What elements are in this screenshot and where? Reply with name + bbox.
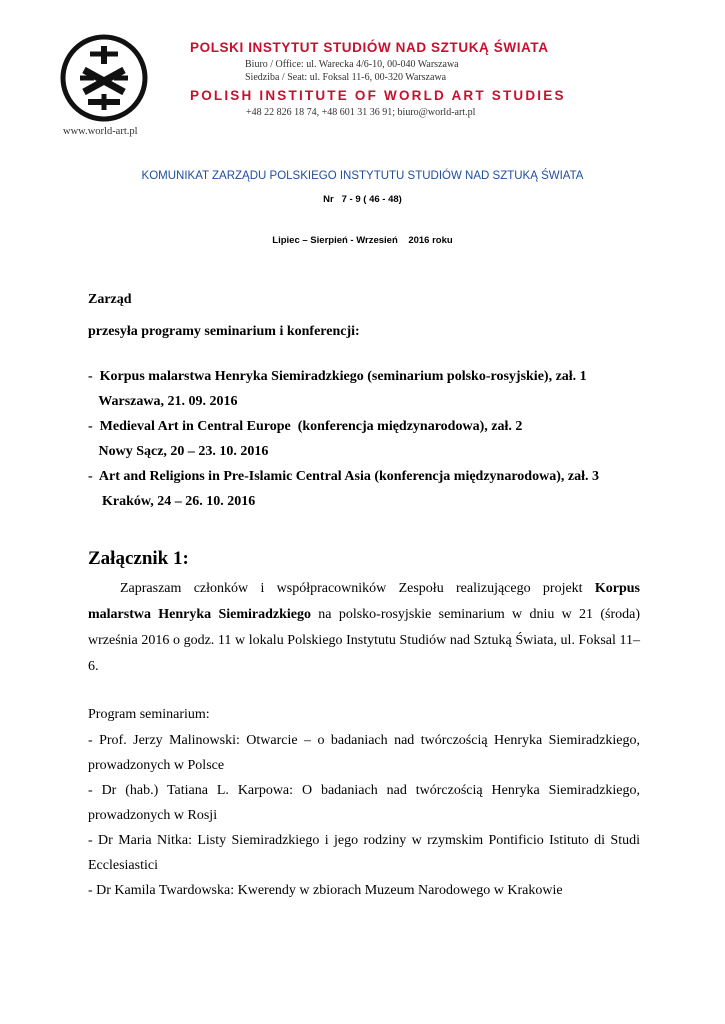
issue-number: Nr 7 - 9 ( 46 - 48): [323, 194, 402, 205]
intro-text: przesyła programy seminarium i konferencji:: [88, 324, 360, 339]
annex-title: Załącznik 1:: [88, 548, 189, 569]
org-name-pl: POLSKI INSTYTUT STUDIÓW NAD SZTUKĄ ŚWIATA: [190, 40, 549, 55]
office-address: Biuro / Office: ul. Warecka 4/6-10, 00-040 Warszawa: [245, 59, 459, 70]
annex-paragraph: [88, 576, 640, 680]
issue-period: Lipiec – Sierpień - Wrzesień 2016 roku: [272, 235, 453, 246]
document-body: [88, 288, 640, 903]
communique-title: KOMUNIKAT ZARZĄDU POLSKIEGO INSTYTUTU STUDIÓW NAD SZTUKĄ ŚWIATA: [141, 170, 584, 182]
annex-text-before: Zapraszam członków i współpracowników Zespołu realizującego projekt: [120, 581, 595, 596]
program-item: - Dr Maria Nitka: Listy Siemiradzkiego i jego rodziny w rzymskim Pontificio Istituto di Studi Ecclesiastici: [88, 833, 640, 873]
program-title: Program seminarium:: [88, 707, 210, 722]
website-link[interactable]: www.world-art.pl: [63, 126, 138, 137]
program-item: - Prof. Jerzy Malinowski: Otwarcie – o badaniach nad twórczością Henryka Siemiradzkiego, prowadzonych w Polsce: [88, 733, 640, 773]
org-info: [190, 40, 590, 119]
program-item: - Dr (hab.) Tatiana L. Karpowa: O badaniach nad twórczością Henryka Siemiradzkiego, prowadzonych w Rosji: [88, 783, 640, 823]
greeting: Zarząd: [88, 292, 132, 307]
event-item: - Korpus malarstwa Henryka Siemiradzkiego (seminarium polsko-rosyjskie), zał. 1: [88, 369, 587, 384]
letterhead: [0, 0, 725, 150]
event-item-detail: Warszawa, 21. 09. 2016: [88, 394, 238, 409]
event-item-detail: Kraków, 24 – 26. 10. 2016: [88, 494, 256, 509]
seat-address: Siedziba / Seat: ul. Foksal 11-6, 00-320 Warszawa: [245, 72, 447, 83]
annex-project-name: Korpus malarstwa Henryka Siemiradzkiego: [88, 581, 640, 622]
program-item: - Dr Kamila Twardowska: Kwerendy w zbiorach Muzeum Narodowego w Krakowie: [88, 883, 563, 898]
event-item: - Medieval Art in Central Europe (konferencja międzynarodowa), zał. 2: [88, 419, 523, 434]
event-item: - Art and Religions in Pre-Islamic Central Asia (konferencja międzynarodowa), zał. 3: [88, 469, 599, 484]
event-item-detail: Nowy Sącz, 20 – 23. 10. 2016: [88, 444, 269, 459]
institute-logo-icon: [60, 34, 148, 122]
event-list: [88, 364, 640, 514]
annex-text-after: na polsko-rosyjskie seminarium w dniu w 21 (środa) września 2016 o godz. 11 w lokalu Polskiego Instytutu Studiów nad Sztuką Świata, ul. Foksal 11–6.: [88, 607, 640, 674]
contact-info: +48 22 826 18 74, +48 601 31 36 91; biuro@world-art.pl: [246, 107, 476, 118]
org-name-en: POLISH INSTITUTE OF WORLD ART STUDIES: [190, 88, 566, 103]
